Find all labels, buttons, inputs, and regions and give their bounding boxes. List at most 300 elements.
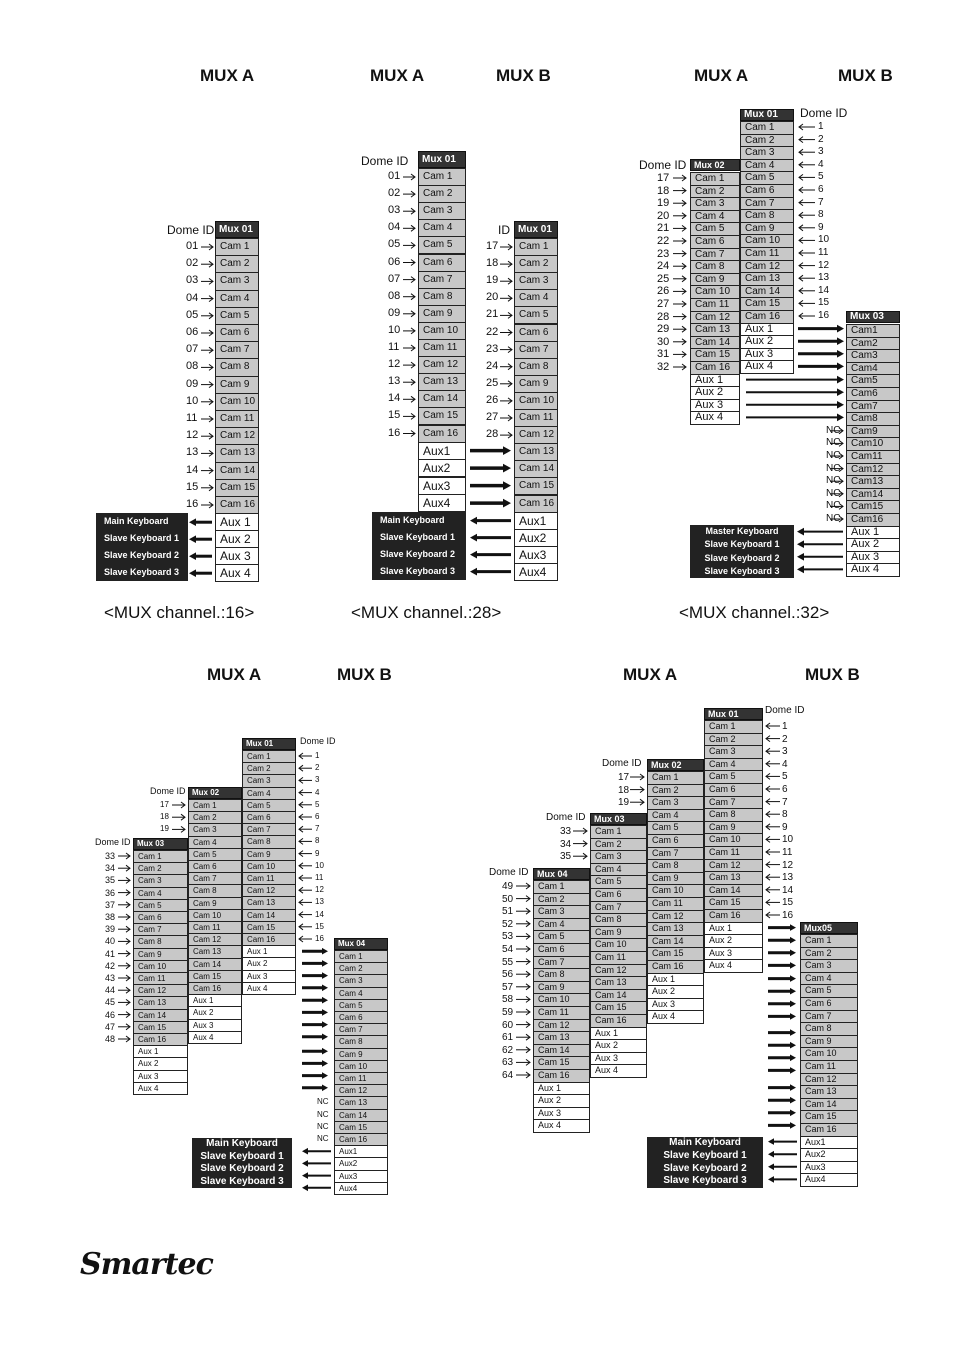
- d48-mux02-cam: Cam 4: [188, 836, 242, 849]
- d64-mux05-cam: Cam 2: [800, 947, 858, 961]
- d48-mux01-dome-id: 16: [315, 934, 324, 943]
- d32-mux02-aux-arrow: [746, 414, 844, 422]
- d32-mux01-cam: Cam 4: [740, 159, 794, 173]
- d28-muxb-id: 27: [486, 411, 499, 423]
- d64-mux02-cam: Cam 15: [647, 947, 704, 961]
- d28-muxb-aux: Aux1: [514, 512, 558, 530]
- d48-mux01-cam: Cam 13: [242, 896, 296, 909]
- d64-mux04-cam: Cam 3: [533, 905, 590, 919]
- d64-mux03-aux: Aux 3: [590, 1052, 647, 1066]
- d64-mux04-dome-id: 56: [502, 969, 514, 981]
- d32-mux03-cam: Cam2: [846, 337, 900, 351]
- d48-mux03-dome-id: 44: [105, 985, 116, 996]
- d48-mux01-cam: Cam 11: [242, 872, 296, 885]
- d32-mux02-cam: Cam 3: [690, 197, 740, 211]
- d16-mux01-cam: Cam 3: [215, 272, 259, 290]
- d64-mux04-dome-id: 64: [502, 1070, 514, 1081]
- d64-mux01-dome-id-label: Dome ID: [765, 705, 805, 716]
- d48-mux04-aux: Aux4: [334, 1182, 388, 1195]
- d64-kbd-arrow: [768, 1138, 797, 1145]
- d64-mux04-cam: Cam 2: [533, 893, 590, 907]
- d48-mux03-dome-id: 47: [105, 1021, 116, 1032]
- d48-mux03-dome-id-label: Dome ID: [95, 837, 131, 847]
- d64-mux01-input-arrow: [766, 836, 780, 842]
- d28-muxa-cam: Cam 10: [418, 322, 466, 340]
- d28-muxb-input-arrow: [500, 347, 512, 353]
- d16-dome-id: 16: [186, 498, 199, 510]
- d28-input-arrow: [403, 294, 415, 300]
- d28-muxb-cam: Cam 12: [514, 426, 558, 444]
- keyboard-label-2: Slave Keyboard 1: [663, 1149, 747, 1161]
- d64-mux02-dome-id: 19: [618, 797, 630, 809]
- d48-mux03-cam: Cam 4: [133, 887, 188, 900]
- d32-mux02-aux: Aux 3: [690, 399, 740, 413]
- d28-muxb-input-arrow: [500, 330, 512, 336]
- d48-mux01-input-arrow: [299, 777, 312, 783]
- d48-mux03-aux: Aux 1: [133, 1045, 188, 1058]
- d32-mux02-input-arrow: [673, 213, 686, 219]
- d28-muxa-cam: Cam 3: [418, 202, 466, 220]
- d16-dome-id: 12: [186, 429, 199, 442]
- d48-mux-b-title: MUX B: [337, 665, 392, 684]
- d64-mux01-dome-id: 7: [782, 796, 788, 808]
- d28-muxa-aux: Aux3: [418, 477, 466, 495]
- d48-mux01-input-arrow: [299, 826, 312, 832]
- d64-mux01-dome-id: 14: [782, 884, 794, 896]
- d64-mux05-cam: Cam 9: [800, 1035, 858, 1049]
- d48-mux01-input-arrow: [299, 875, 312, 881]
- d48-mux02-dome-id: 17: [160, 800, 169, 809]
- d32-mux02-input-arrow: [673, 263, 686, 269]
- d64-mux02-aux-arrow: [768, 1013, 796, 1020]
- d64-mux03-cam: Cam 3: [590, 850, 647, 864]
- d64-mux01-cam: Cam 10: [704, 833, 763, 847]
- d32-mux03-cam: Cam7: [846, 400, 900, 414]
- d16-mux-a-title: MUX A: [200, 66, 255, 85]
- d28-muxb-id: 20: [486, 291, 499, 304]
- d32-mux01-cam: Cam 5: [740, 171, 794, 185]
- d64-mux03-aux: Aux 2: [590, 1039, 647, 1053]
- d64-mux02-input-arrow: [630, 787, 644, 793]
- d64-mux03-dome-id: 34: [560, 838, 572, 850]
- d48-mux04-cam: Cam 13: [334, 1096, 388, 1109]
- d28-muxb-id: 22: [486, 325, 499, 338]
- d28-muxb-id: 26: [486, 393, 499, 406]
- d32-nc-label: NC: [826, 513, 841, 524]
- d32-mux01-dome-id: 16: [818, 310, 830, 321]
- d48-mux03-dome-id: 34: [105, 863, 116, 874]
- d48-mux03-cam: Cam 11: [133, 972, 188, 985]
- d32-dome-id-label: Dome ID: [800, 106, 848, 120]
- d48-mux01-cam: Cam 14: [242, 909, 296, 922]
- d48-mux03-dome-id: 45: [105, 997, 116, 1008]
- d64-mux02-cam: Cam 11: [647, 897, 704, 911]
- d48-mux02-cam: Cam 16: [188, 982, 242, 995]
- d48-mux04-cam: Cam 12: [334, 1084, 388, 1097]
- d64-mux04-cam: Cam 12: [533, 1019, 590, 1033]
- d28-muxa-cam: Cam 4: [418, 219, 466, 237]
- d32-mux02-cam: Cam 13: [690, 323, 740, 337]
- d64-mux03-cam: Cam 1: [590, 825, 647, 839]
- d28-mux-a-title: MUX A: [370, 66, 425, 85]
- d28-muxa-cam: Cam 8: [418, 288, 466, 306]
- d28-dome-id: 08: [388, 289, 401, 302]
- d64-mux01-input-arrow: [766, 899, 780, 905]
- d64-mux04-aux-arrow: [768, 1084, 796, 1091]
- d32-mux03-aux: Aux 3: [846, 551, 900, 565]
- d48-mux01-aux: Aux 1: [242, 945, 296, 958]
- d64-mux05-cam: Cam 10: [800, 1047, 858, 1061]
- d32-mux02-cam: Cam 9: [690, 273, 740, 287]
- d48-mux03-cam: Cam 7: [133, 923, 188, 936]
- d48-mux03-input-arrow: [118, 1012, 130, 1018]
- d28-dome-id: 05: [388, 238, 401, 251]
- d64-mux01-dome-id: 4: [782, 758, 788, 770]
- d32-mux01-aux-arrow: [798, 325, 844, 333]
- caption-mux-32: <MUX channel.:32>: [679, 603, 830, 622]
- d48-mux03-dome-id: 41: [105, 948, 116, 959]
- d48-mux02-cam: Cam 13: [188, 945, 242, 958]
- d32-mux01-input-arrow: [799, 250, 815, 256]
- d16-input-arrow: [201, 433, 213, 439]
- d32-nc-arrow: [830, 466, 843, 472]
- d28-muxa-cam: Cam 7: [418, 271, 466, 289]
- d32-mux01-cam: Cam 10: [740, 234, 794, 248]
- d32-mux01-cam: Cam 15: [740, 297, 794, 311]
- d32-mux02-dome-id: 20: [657, 209, 670, 222]
- d32-mux02-dome-id: 18: [657, 184, 670, 197]
- d64-mux02-aux-arrow: [768, 975, 796, 982]
- d28-dome-id: 14: [388, 392, 401, 405]
- d32-mux02-input-arrow: [673, 314, 686, 320]
- d48-mux01-dome-id: 1: [315, 751, 320, 760]
- d48-mux01-dome-id-label: Dome ID: [300, 736, 336, 746]
- d64-mux03-cam: Cam 5: [590, 875, 647, 889]
- d32-mux02-cam: Cam 6: [690, 235, 740, 249]
- d28-muxb-input-arrow: [500, 261, 512, 267]
- d32-mux01-aux: Aux 4: [740, 360, 794, 374]
- d48-mux03-aux-arrow: [302, 1060, 328, 1067]
- d64-mux03-cam: Cam 2: [590, 838, 647, 852]
- d64-mux02-aux-arrow: [768, 988, 796, 995]
- d16-mux01-cam: Cam 12: [215, 427, 259, 445]
- d48-mux04-cam: Cam 10: [334, 1060, 388, 1073]
- d64-mux02-aux: Aux 1: [647, 973, 704, 987]
- d64-mux02-cam: Cam 6: [647, 834, 704, 848]
- d64-mux01-cam: Cam 3: [704, 745, 763, 759]
- d28-muxa-cam: Cam 6: [418, 254, 466, 272]
- d28-muxb-input-arrow: [500, 364, 512, 370]
- d28-input-arrow: [403, 242, 415, 248]
- d48-mux04-aux: Aux3: [334, 1170, 388, 1183]
- d28-input-arrow: [403, 396, 415, 402]
- d64-mux01-dome-id: 10: [782, 834, 794, 846]
- d48-mux01-cam: Cam 2: [242, 762, 296, 775]
- d64-mux05-aux: Aux3: [800, 1161, 858, 1175]
- d48-mux01-cam: Cam 12: [242, 884, 296, 897]
- d16-mux01-cam: Cam 13: [215, 444, 259, 462]
- d32-mux03-cam: Cam14: [846, 488, 900, 502]
- caption-mux-16: <MUX channel.:16>: [104, 603, 255, 622]
- d48-mux01-cam: Cam 16: [242, 933, 296, 946]
- d64-mux01-input-arrow: [766, 811, 780, 817]
- d32-nc-label: NC: [826, 424, 841, 436]
- d32-nc-arrow: [830, 478, 843, 484]
- d64-mux03-cam: Cam 7: [590, 901, 647, 915]
- d28-input-arrow: [403, 379, 415, 385]
- d28-dome-id: 07: [388, 272, 401, 285]
- d16-kbd-arrow: [189, 569, 212, 577]
- d48-mux01-dome-id: 14: [315, 909, 324, 919]
- d32-mux01-input-arrow: [799, 313, 815, 319]
- d16-mux01-cam: Cam 4: [215, 290, 259, 308]
- d16-dome-id: 02: [186, 257, 199, 270]
- d64-mux01-aux: Aux 4: [704, 959, 763, 973]
- d64-mux01-dome-id: 8: [782, 809, 788, 821]
- d48-mux02-header: Mux 02: [188, 787, 242, 799]
- d32-nc-label: NC: [826, 500, 841, 512]
- d32-mux01-input-arrow: [799, 174, 815, 180]
- d32-mux02-input-arrow: [673, 200, 686, 206]
- d64-mux01-input-arrow: [766, 912, 780, 918]
- d32-mux02-input-arrow: [673, 188, 686, 194]
- d32-mux01-cam: Cam 9: [740, 222, 794, 236]
- d28-muxb-cam: Cam 15: [514, 477, 558, 495]
- d28-muxb-cam: Cam 9: [514, 375, 558, 393]
- d32-mux02-input-arrow: [673, 238, 686, 244]
- d28-muxb-input-arrow: [500, 415, 512, 421]
- d48-mux03-cam: Cam 14: [133, 1009, 188, 1022]
- d32-mux02-aux: Aux 4: [690, 411, 740, 425]
- d32-mux03-cam: Cam5: [846, 374, 900, 388]
- d48-mux01-input-arrow: [299, 887, 312, 893]
- d64-mux05-cam: Cam 12: [800, 1073, 858, 1087]
- d48-mux03-dome-id: 39: [105, 924, 116, 935]
- d64-mux03-cam: Cam 16: [590, 1014, 647, 1028]
- d32-mux02-cam: Cam 11: [690, 298, 740, 312]
- d64-mux02-cam: Cam 1: [647, 771, 704, 785]
- d64-mux05-cam: Cam 7: [800, 1010, 858, 1024]
- d32-mux01-input-arrow: [799, 225, 815, 231]
- d48-mux04-aux: Aux2: [334, 1157, 388, 1170]
- d48-mux04-cam: Cam 11: [334, 1072, 388, 1085]
- d32-mux02-dome-id: 19: [657, 197, 670, 210]
- d48-nc-label: NC: [317, 1134, 329, 1143]
- d64-mux03-aux-arrow: [768, 1067, 796, 1074]
- d64-mux03-header: Mux 03: [590, 813, 647, 825]
- d32-mux03-header: Mux 03: [846, 311, 900, 323]
- d32-mux01-dome-id: 3: [818, 146, 824, 158]
- d48-mux01-cam: Cam 5: [242, 799, 296, 812]
- d48-mux04-cam: Cam 2: [334, 962, 388, 975]
- d32-mux03-aux: Aux 1: [846, 526, 900, 540]
- d64-mux03-cam: Cam 9: [590, 926, 647, 940]
- d28-muxa-cam: Cam 1: [418, 168, 466, 186]
- d48-mux01-input-arrow: [299, 936, 312, 942]
- d48-mux01-cam: Cam 3: [242, 774, 296, 787]
- d48-mux02-aux: Aux 4: [188, 1031, 242, 1044]
- d64-mux03-cam: Cam 14: [590, 989, 647, 1003]
- d32-nc-label: NC: [826, 475, 841, 487]
- d48-mux01-aux: Aux 3: [242, 970, 296, 983]
- d28-muxa-aux: Aux2: [418, 459, 466, 477]
- d28-muxb-id: 21: [486, 308, 499, 321]
- d64-mux05-cam: Cam 3: [800, 959, 858, 973]
- d32-nc-label: NC: [826, 450, 841, 461]
- d48-mux03-dome-id: 40: [105, 936, 116, 947]
- d48-mux04-header: Mux 04: [334, 938, 388, 950]
- d16-mux01-aux: Aux 1: [215, 513, 259, 531]
- d32-mux03-cam: Cam10: [846, 437, 900, 451]
- d64-mux04-aux: Aux 3: [533, 1107, 590, 1121]
- d28-muxb-cam: Cam 5: [514, 306, 558, 324]
- d32-mux02-aux: Aux 1: [690, 374, 740, 388]
- d16-input-arrow: [201, 416, 213, 422]
- d48-mux02-cam: Cam 1: [188, 799, 242, 812]
- d64-mux04-cam: Cam 15: [533, 1056, 590, 1070]
- keyboard-label-1: Main Keyboard: [206, 1138, 278, 1149]
- d28-muxb-header: Mux 01: [514, 221, 558, 238]
- d28-muxa-aux: Aux4: [418, 494, 466, 512]
- d48-mux01-input-arrow: [299, 753, 312, 759]
- d48-mux03-dome-id: 37: [105, 899, 116, 910]
- d32-mux03-cam: Cam6: [846, 387, 900, 401]
- d48-mux01-dome-id: 6: [315, 812, 320, 821]
- d48-mux03-aux-arrow: [302, 1048, 328, 1055]
- d32-mux03-cam: Cam13: [846, 475, 900, 489]
- d28-kbd-arrow: [470, 568, 511, 576]
- d48-mux01-input-arrow: [299, 765, 312, 771]
- d64-mux04-input-arrow: [516, 1034, 530, 1040]
- d32-mux03-cam: Cam15: [846, 500, 900, 514]
- d64-mux01-dome-id: 2: [782, 733, 788, 745]
- d64-mux01-cam: Cam 15: [704, 896, 763, 910]
- d48-mux03-header: Mux 03: [133, 838, 188, 850]
- d64-mux01-input-arrow: [766, 887, 780, 893]
- d48-mux03-input-arrow: [118, 877, 130, 883]
- d64-mux04-cam: Cam 5: [533, 930, 590, 944]
- d48-nc-label: NC: [317, 1097, 329, 1107]
- d64-mux04-cam: Cam 4: [533, 918, 590, 932]
- d64-mux04-dome-id: 51: [502, 906, 514, 918]
- d48-mux04-cam: Cam 9: [334, 1048, 388, 1061]
- d64-mux03-cam: Cam 15: [590, 1001, 647, 1015]
- keyboard-label-4: Slave Keyboard 3: [380, 566, 456, 576]
- d28-muxb-aux: Aux2: [514, 529, 558, 547]
- d32-mux01-aux-arrow: [798, 337, 844, 345]
- d28-dome-id: 10: [388, 323, 401, 336]
- d64-mux04-aux-arrow: [768, 1122, 796, 1129]
- keyboard-label-2: Slave Keyboard 1: [104, 533, 180, 543]
- d64-mux02-cam: Cam 7: [647, 847, 704, 861]
- d64-mux01-dome-id: 3: [782, 746, 788, 758]
- d48-mux04-cam: Cam 1: [334, 950, 388, 963]
- d32-mux02-input-arrow: [673, 339, 686, 345]
- d32-mux-a-title: MUX A: [694, 66, 749, 85]
- d32-nc-arrow: [830, 491, 843, 497]
- d64-mux04-dome-id: 60: [502, 1019, 514, 1031]
- d32-mux01-dome-id: 9: [818, 221, 824, 233]
- d32-mux01-dome-id: 2: [818, 133, 824, 145]
- d32-mux01-input-arrow: [799, 124, 815, 130]
- d32-mux01-dome-id: 10: [818, 234, 830, 246]
- d28-dome-id: 09: [388, 306, 401, 319]
- d64-mux04-input-arrow: [516, 996, 530, 1002]
- d32-mux02-cam: Cam 14: [690, 336, 740, 350]
- d16-input-arrow: [201, 261, 213, 267]
- d32-mux02-cam: Cam 10: [690, 285, 740, 299]
- d48-mux03-cam: Cam 6: [133, 911, 188, 924]
- d16-input-arrow: [201, 364, 213, 370]
- d48-mux03-cam: Cam 8: [133, 935, 188, 948]
- d28-input-arrow: [403, 431, 415, 437]
- d64-mux05-cam: Cam 16: [800, 1123, 858, 1137]
- d48-mux02-aux-arrow: [302, 1009, 328, 1016]
- d32-mux01-aux: Aux 2: [740, 335, 794, 349]
- keyboard-label-3: Slave Keyboard 2: [200, 1163, 284, 1174]
- d64-kbd-arrow: [768, 1164, 797, 1171]
- d64-mux02-aux: Aux 3: [647, 998, 704, 1012]
- d32-mux03-cam: Cam12: [846, 463, 900, 477]
- d32-mux01-dome-id: 14: [818, 284, 830, 296]
- d16-input-arrow: [201, 382, 213, 388]
- d64-mux02-cam: Cam 16: [647, 960, 704, 974]
- d28-muxb-cam: Cam 7: [514, 341, 558, 359]
- d48-mux01-input-arrow: [299, 863, 312, 869]
- d64-mux04-input-arrow: [516, 959, 530, 965]
- d16-dome-id: 14: [186, 463, 199, 476]
- keyboard-label-1: Main Keyboard: [380, 515, 445, 525]
- d32-mux02-input-arrow: [673, 301, 686, 307]
- d28-dome-id: 03: [388, 204, 401, 217]
- d16-input-arrow: [201, 313, 213, 319]
- d28-input-arrow: [403, 311, 415, 317]
- d64-mux03-aux-arrow: [768, 1029, 796, 1036]
- d64-mux01-aux-arrow: [768, 924, 796, 931]
- d48-mux01-cam: Cam 9: [242, 848, 296, 861]
- d48-mux03-input-arrow: [118, 853, 130, 859]
- d32-mux02-aux-arrow: [746, 401, 844, 409]
- d28-id-label: ID: [498, 223, 510, 237]
- d32-mux01-input-arrow: [799, 162, 815, 168]
- d48-kbd-arrow: [302, 1172, 331, 1179]
- d32-mux02-dome-id-label: Dome ID: [639, 158, 687, 172]
- d32-mux01-dome-id: 15: [818, 297, 830, 309]
- d32-mux03-cam: Cam8: [846, 412, 900, 426]
- d32-mux01-header: Mux 01: [740, 109, 794, 121]
- d48-mux03-cam: Cam 12: [133, 984, 188, 997]
- d32-mux01-dome-id: 7: [818, 196, 824, 208]
- d48-mux03-dome-id: 35: [105, 875, 116, 886]
- d32-mux01-aux-arrow: [798, 363, 844, 371]
- d32-mux01-cam: Cam 3: [740, 146, 794, 160]
- d16-dome-id: 13: [186, 446, 199, 459]
- d16-input-arrow: [201, 468, 213, 474]
- d32-mux01-input-arrow: [799, 200, 815, 206]
- d48-mux01-cam: Cam 1: [242, 750, 296, 763]
- d32-mux02-input-arrow: [673, 175, 686, 181]
- d16-dome-id: 06: [186, 326, 199, 338]
- d28-muxa-aux: Aux1: [418, 442, 466, 460]
- d64-mux01-input-arrow: [766, 761, 780, 767]
- keyboard-label-2: Slave Keyboard 1: [200, 1150, 284, 1162]
- d28-input-arrow: [403, 362, 415, 368]
- d64-mux02-dome-id: 18: [618, 784, 630, 796]
- d32-mux02-cam: Cam 12: [690, 311, 740, 325]
- d64-mux03-dome-id: 33: [560, 826, 572, 837]
- d32-mux01-input-arrow: [799, 149, 815, 155]
- d64-mux01-dome-id: 1: [782, 721, 788, 732]
